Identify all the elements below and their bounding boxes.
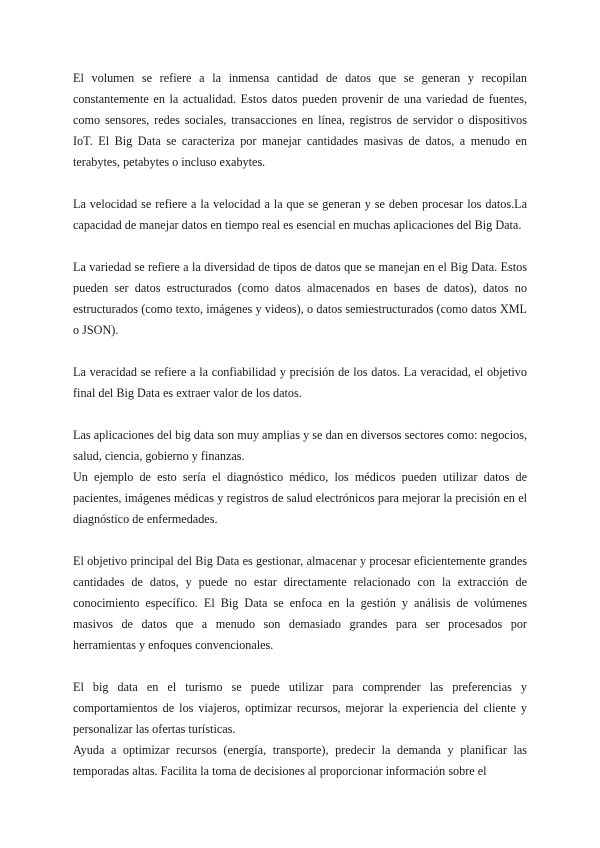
paragraph-variedad: La variedad se refiere a la diversidad de tipos de datos que se manejan en el Big Data. Estos pueden ser datos estructurados (como datos almacenados en bases de datos), datos no estructurados (como texto, imágenes y videos), o datos semiestructurados (como datos XML o JSON). [73, 260, 527, 337]
paragraph-objetivo: El objetivo principal del Big Data es gestionar, almacenar y procesar eficientemente grandes cantidades de datos, y puede no estar directamente relacionado con la extracción de conocimiento específico. El Big Data se enfoca en la gestión y análisis de volúmenes masivos de datos que a menudo son demasiado grandes para ser procesados por herramientas y enfoques convencionales. [73, 554, 527, 652]
document-body [73, 68, 527, 782]
paragraph-turismo: El big data en el turismo se puede utilizar para comprender las preferencias y comportamientos de los viajeros, optimizar recursos, mejorar la experiencia del cliente y personalizar las ofertas turísticas. [73, 680, 527, 736]
paragraph-optimizar-recursos: Ayuda a optimizar recursos (energía, transporte), predecir la demanda y planificar las temporadas altas. Facilita la toma de decisiones al proporcionar información sobre el [73, 743, 527, 778]
paragraph-ejemplo-medico: Un ejemplo de esto sería el diagnóstico médico, los médicos pueden utilizar datos de pacientes, imágenes médicas y registros de salud electrónicos para mejorar la precisión en el diagnóstico de enfermedades. [73, 470, 527, 526]
paragraph-velocidad: La velocidad se refiere a la velocidad a la que se generan y se deben procesar los datos.La capacidad de manejar datos en tiempo real es esencial en muchas aplicaciones del Big Data. [73, 197, 527, 232]
paragraph-aplicaciones: Las aplicaciones del big data son muy amplias y se dan en diversos sectores como: negocios, salud, ciencia, gobierno y finanzas. [73, 428, 527, 463]
paragraph-volumen: El volumen se refiere a la inmensa cantidad de datos que se generan y recopilan constantemente en la actualidad. Estos datos pueden provenir de una variedad de fuentes, como sensores, redes sociales, transacciones en línea, registros de servidor o dispositivos IoT. El Big Data se caracteriza por manejar cantidades masivas de datos, a menudo en terabytes, petabytes o incluso exabytes. [73, 71, 527, 169]
paragraph-veracidad: La veracidad se refiere a la confiabilidad y precisión de los datos. La veracidad, el objetivo final del Big Data es extraer valor de los datos. [73, 365, 527, 400]
